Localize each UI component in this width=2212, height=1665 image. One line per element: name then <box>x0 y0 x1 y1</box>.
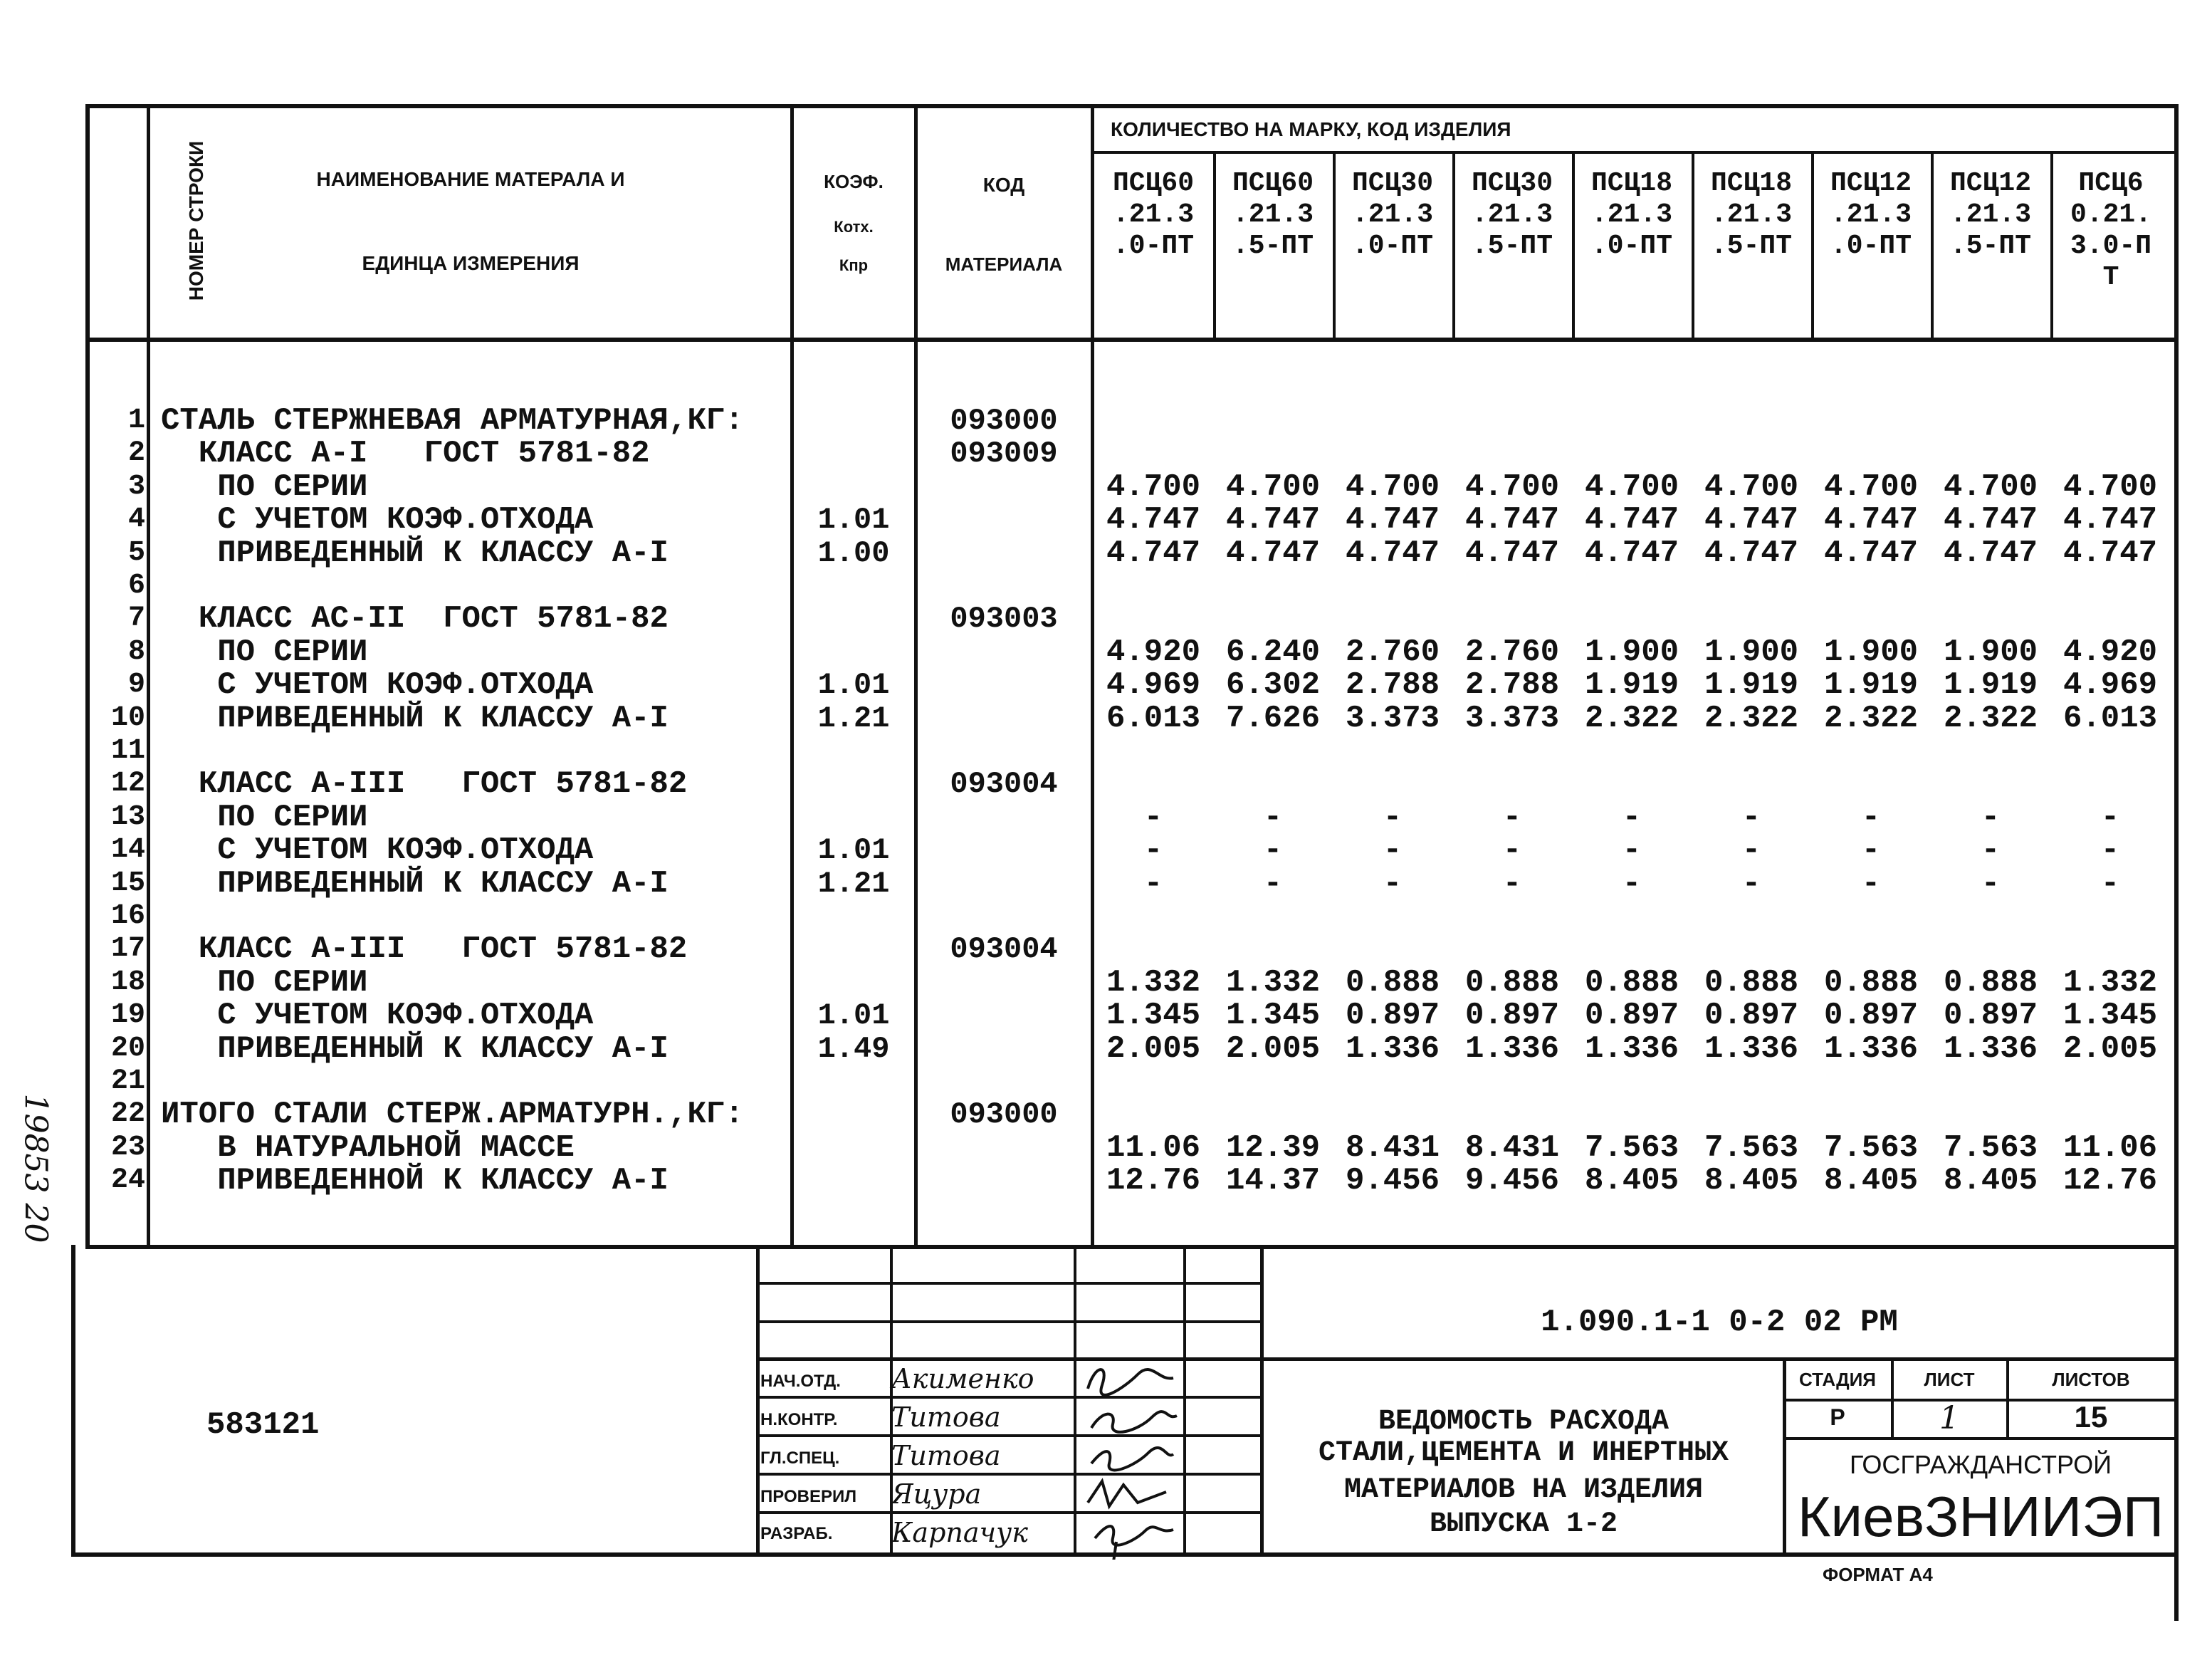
row-value: 2.005 <box>1225 1031 1321 1067</box>
row-value: - <box>1861 800 1881 835</box>
row-value: 0.897 <box>1704 998 1799 1033</box>
stage-label: СТАДИЯ <box>1798 1369 1876 1390</box>
row-value: 1.345 <box>1106 998 1201 1033</box>
row-value: - <box>1263 866 1283 902</box>
row-value: - <box>1383 866 1403 902</box>
signer-name: Яцура <box>891 1478 982 1510</box>
row-description: КЛАСС А-III ГОСТ 5781-82 <box>161 931 688 967</box>
name-header-line1: НАИМЕНОВАНИЕ МАТЕРАЛА И <box>316 168 625 190</box>
inventory-number: 583121 <box>206 1407 320 1443</box>
row-material-code: 093009 <box>950 437 1058 471</box>
product-col-header: ПСЦ30 .21.3 .5-ПТ <box>1471 168 1553 261</box>
row-value: 6.302 <box>1225 667 1321 703</box>
row-value: 1.336 <box>1704 1031 1799 1067</box>
row-material-code: 093000 <box>950 404 1058 438</box>
code-header-line1: КОД <box>982 174 1025 196</box>
row-value: 1.900 <box>1823 635 1919 670</box>
row-value: 4.700 <box>1704 469 1799 505</box>
organization-name: КиевЗНИИЭП <box>1797 1485 2164 1548</box>
row-coefficient: 1.49 <box>817 1032 890 1066</box>
row-value: 11.06 <box>2062 1130 2158 1166</box>
row-description: ПРИВЕДЕННЫЙ К КЛАССУ А-I <box>161 536 669 571</box>
row-number: 1 <box>127 404 145 437</box>
row-value: 4.747 <box>1345 536 1440 571</box>
row-description: С УЧЕТОМ КОЭФ.ОТХОДА <box>161 502 594 538</box>
product-col-header: ПСЦ30 .21.3 .0-ПТ <box>1351 168 1434 261</box>
row-value: 4.747 <box>1943 536 2038 571</box>
row-value: - <box>1143 800 1163 835</box>
col-rownum-line <box>147 104 150 1249</box>
row-value: 12.39 <box>1225 1130 1321 1166</box>
row-value: - <box>1383 832 1403 868</box>
row-value: 1.919 <box>1943 667 2038 703</box>
row-value: 4.700 <box>1584 469 1679 505</box>
row-number: 2 <box>127 437 145 469</box>
row-value: 0.888 <box>1943 965 2038 1001</box>
row-value: 4.747 <box>1225 536 1321 571</box>
coef-header-line1: КОЭФ. <box>824 171 884 192</box>
row-description: ПО СЕРИИ <box>161 469 368 505</box>
row-material-code: 093000 <box>950 1097 1058 1132</box>
row-value: 2.005 <box>2062 1031 2158 1067</box>
signer-name: Титова <box>891 1402 1001 1433</box>
row-value: 7.626 <box>1225 701 1321 736</box>
row-value: - <box>1502 800 1522 835</box>
row-value: 12.76 <box>2062 1163 2158 1199</box>
margin-handwritten-note: 19853 20 <box>17 1093 54 1243</box>
row-value: 4.700 <box>1106 469 1201 505</box>
row-value: 12.76 <box>1106 1163 1201 1199</box>
product-col-header: ПСЦ6 0.21. 3.0-П Т <box>2070 168 2152 293</box>
frame-right-line <box>2174 104 2179 1621</box>
row-number: 20 <box>110 1033 145 1065</box>
row-value: 2.788 <box>1464 667 1560 703</box>
tb-divider <box>1260 1245 1264 1555</box>
sheet-title-line1: ВЕДОМОСТЬ РАСХОДА <box>1378 1406 1670 1438</box>
organization-ministry: ГОСГРАЖДАНСТРОЙ <box>1849 1450 2112 1479</box>
row-value: 4.700 <box>1943 469 2038 505</box>
name-header-line2: ЕДИНЦА ИЗМЕРЕНИЯ <box>362 252 580 274</box>
row-value: 1.345 <box>1225 998 1321 1033</box>
signature-mark <box>1088 1481 1166 1506</box>
product-col-header: ПСЦ12 .21.3 .5-ПТ <box>1949 168 2032 261</box>
row-value: - <box>2100 866 2120 902</box>
row-value: 4.747 <box>2062 536 2158 571</box>
row-description: ПРИВЕДЕННЫЙ К КЛАССУ А-I <box>161 701 669 736</box>
coef-header-line2: Котх. <box>834 218 874 236</box>
row-material-code: 093004 <box>950 932 1058 966</box>
row-value: 4.747 <box>1225 502 1321 538</box>
row-number: 17 <box>110 933 145 965</box>
row-value: 4.920 <box>2062 635 2158 670</box>
row-value: 8.405 <box>1584 1163 1679 1199</box>
row-description: ПРИВЕДЕННЫЙ К КЛАССУ А-I <box>161 866 669 902</box>
row-value: 1.900 <box>1584 635 1679 670</box>
row-coefficient: 1.21 <box>817 701 890 736</box>
row-value: - <box>1741 866 1761 902</box>
col-coef-line <box>914 104 918 1249</box>
row-value: 1.332 <box>1225 965 1321 1001</box>
row-value: 7.563 <box>1584 1130 1679 1166</box>
row-coefficient: 1.01 <box>817 998 890 1033</box>
signature-mark <box>1091 1448 1173 1470</box>
row-value: 1.919 <box>1704 667 1799 703</box>
row-description: ПО СЕРИИ <box>161 965 368 1001</box>
row-value: 2.760 <box>1345 635 1440 670</box>
frame-top-line <box>85 104 2179 108</box>
row-value: 0.897 <box>1823 998 1919 1033</box>
product-col-header: ПСЦ18 .21.3 .5-ПТ <box>1710 168 1793 261</box>
row-description: В НАТУРАЛЬНОЙ МАССЕ <box>161 1130 575 1166</box>
sheet-title-line3: МАТЕРИАЛОВ НА ИЗДЕЛИЯ <box>1343 1474 1704 1506</box>
row-value: 2.005 <box>1106 1031 1201 1067</box>
signature-mark <box>1088 1369 1173 1395</box>
row-value: 0.888 <box>1704 965 1799 1001</box>
row-value: - <box>1263 832 1283 868</box>
row-value: 3.373 <box>1345 701 1440 736</box>
row-number: 14 <box>110 834 145 866</box>
row-value: - <box>1981 866 2001 902</box>
row-number: 8 <box>127 636 145 668</box>
signatures <box>1074 1360 1188 1560</box>
row-value: 4.700 <box>1823 469 1919 505</box>
row-value: 4.747 <box>1823 502 1919 538</box>
row-value: 6.013 <box>1106 701 1201 736</box>
row-value: 4.920 <box>1106 635 1201 670</box>
row-value: 2.788 <box>1345 667 1440 703</box>
product-col-header: ПСЦ60 .21.3 .0-ПТ <box>1112 168 1195 261</box>
row-value: 8.431 <box>1464 1130 1560 1166</box>
row-value: 1.900 <box>1943 635 2038 670</box>
row-value: 4.700 <box>2062 469 2158 505</box>
row-value: - <box>1622 832 1642 868</box>
row-value: 6.013 <box>2062 701 2158 736</box>
qty-header-title: КОЛИЧЕСТВО НА МАРКУ, КОД ИЗДЕЛИЯ <box>1111 118 1511 140</box>
tb-row-line <box>756 1357 2176 1361</box>
row-value: 11.06 <box>1106 1130 1201 1166</box>
row-number: 7 <box>127 602 145 635</box>
col-name-line <box>790 104 794 1249</box>
row-value: 0.897 <box>1584 998 1679 1033</box>
stage-value: Р <box>1830 1404 1845 1430</box>
row-value: - <box>1502 832 1522 868</box>
row-value: 0.897 <box>1345 998 1440 1033</box>
row-value: - <box>1861 866 1881 902</box>
row-number: 21 <box>110 1065 145 1097</box>
row-value: 1.919 <box>1584 667 1679 703</box>
row-value: - <box>1622 866 1642 902</box>
row-value: 7.563 <box>1943 1130 2038 1166</box>
row-value: - <box>1383 800 1403 835</box>
frame-left-lower <box>71 1245 75 1557</box>
row-value: - <box>1263 800 1283 835</box>
row-value: 2.760 <box>1464 635 1560 670</box>
row-description: ПРИВЕДЕННОЙ К КЛАССУ А-I <box>161 1163 669 1199</box>
row-description: С УЧЕТОМ КОЭФ.ОТХОДА <box>161 832 594 868</box>
row-value: 4.747 <box>2062 502 2158 538</box>
row-value: 7.563 <box>1704 1130 1799 1166</box>
row-description: ПО СЕРИИ <box>161 635 368 670</box>
row-number: 13 <box>110 801 145 833</box>
row-number: 19 <box>110 999 145 1031</box>
row-value: 2.322 <box>1823 701 1919 736</box>
row-value: 0.888 <box>1584 965 1679 1001</box>
row-description: ИТОГО СТАЛИ СТЕРЖ.АРМАТУРН.,КГ: <box>161 1097 744 1132</box>
row-value: 4.747 <box>1584 536 1679 571</box>
row-description: ПРИВЕДЕННЫЙ К КЛАССУ А-I <box>161 1031 669 1067</box>
row-number: 24 <box>110 1164 145 1196</box>
row-value: 4.969 <box>1106 667 1201 703</box>
signature-mark <box>1095 1526 1173 1560</box>
sheet-label: ЛИСТ <box>1924 1369 1975 1390</box>
row-number: 5 <box>127 537 145 569</box>
role-label: НАЧ.ОТД. <box>760 1372 841 1391</box>
row-value: 2.322 <box>1943 701 2038 736</box>
row-number: 4 <box>127 503 145 536</box>
row-value: - <box>1741 832 1761 868</box>
paper-format: ФОРМАТ А4 <box>1823 1564 1933 1585</box>
tb-row-line <box>756 1282 1262 1285</box>
row-value: 0.897 <box>1943 998 2038 1033</box>
row-value: 1.336 <box>1345 1031 1440 1067</box>
role-label: ПРОВЕРИЛ <box>760 1487 857 1506</box>
row-coefficient: 1.01 <box>817 668 890 702</box>
row-value: 1.336 <box>1584 1031 1679 1067</box>
tb-row-line <box>756 1320 1262 1323</box>
row-value: 7.563 <box>1823 1130 1919 1166</box>
sheet-title-line2: СТАЛИ,ЦЕМЕНТА И ИНЕРТНЫХ <box>1318 1437 1729 1469</box>
row-number: 6 <box>127 570 145 602</box>
row-coefficient: 1.01 <box>817 503 890 537</box>
row-value: 4.747 <box>1584 502 1679 538</box>
code-header-line2: МАТЕРИАЛА <box>945 254 1063 275</box>
row-material-code: 093003 <box>950 602 1058 636</box>
row-value: 4.747 <box>1704 502 1799 538</box>
row-number: 18 <box>110 966 145 998</box>
row-value: 8.431 <box>1345 1130 1440 1166</box>
row-number: 23 <box>110 1132 145 1164</box>
sheets-value: 15 <box>2074 1400 2108 1434</box>
signature-mark <box>1091 1411 1177 1432</box>
row-value: - <box>2100 800 2120 835</box>
row-value: 3.373 <box>1464 701 1560 736</box>
row-value: 4.747 <box>1704 536 1799 571</box>
product-col-header: ПСЦ18 .21.3 .0-ПТ <box>1590 168 1673 261</box>
row-value: 9.456 <box>1345 1163 1440 1199</box>
row-value: 4.747 <box>1345 502 1440 538</box>
signer-name: Акименко <box>891 1363 1034 1394</box>
row-value: 1.336 <box>1464 1031 1560 1067</box>
row-value: 14.37 <box>1225 1163 1321 1199</box>
row-value: 0.888 <box>1464 965 1560 1001</box>
row-description: КЛАСС А-I ГОСТ 5781-82 <box>161 436 650 471</box>
row-value: 1.900 <box>1704 635 1799 670</box>
product-col-header: ПСЦ12 .21.3 .0-ПТ <box>1830 168 1912 261</box>
row-value: 0.888 <box>1823 965 1919 1001</box>
row-value: 1.332 <box>1106 965 1201 1001</box>
row-value: 8.405 <box>1704 1163 1799 1199</box>
row-value: 0.888 <box>1345 965 1440 1001</box>
row-value: 1.345 <box>2062 998 2158 1033</box>
row-description: ПО СЕРИИ <box>161 800 368 835</box>
sheets-label: ЛИСТОВ <box>2052 1369 2130 1390</box>
product-col-header: ПСЦ60 .21.3 .5-ПТ <box>1232 168 1314 261</box>
row-value: 4.747 <box>1464 536 1560 571</box>
tb-divider <box>756 1245 760 1555</box>
row-value: - <box>1981 800 2001 835</box>
row-value: - <box>2100 832 2120 868</box>
row-number: 11 <box>110 735 145 767</box>
row-value: 4.747 <box>1464 502 1560 538</box>
row-description: С УЧЕТОМ КОЭФ.ОТХОДА <box>161 667 594 703</box>
row-value: 9.456 <box>1464 1163 1560 1199</box>
row-value: - <box>1502 866 1522 902</box>
row-coefficient: 1.01 <box>817 833 890 867</box>
row-material-code: 093004 <box>950 767 1058 801</box>
row-value: - <box>1143 832 1163 868</box>
row-coefficient: 1.21 <box>817 867 890 901</box>
row-value: 4.700 <box>1345 469 1440 505</box>
row-value: 8.405 <box>1943 1163 2038 1199</box>
row-value: - <box>1143 866 1163 902</box>
row-value: 4.700 <box>1225 469 1321 505</box>
row-value: 4.700 <box>1464 469 1560 505</box>
row-value: - <box>1981 832 2001 868</box>
table-bottom-line <box>85 1245 2179 1249</box>
row-number: 9 <box>127 669 145 701</box>
header-bottom-line <box>85 338 2179 342</box>
row-number: 12 <box>110 768 145 800</box>
row-value: - <box>1741 800 1761 835</box>
row-value: 4.969 <box>2062 667 2158 703</box>
row-value: 4.747 <box>1106 502 1201 538</box>
sheet-title-line4: ВЫПУСКА 1-2 <box>1429 1508 1618 1540</box>
row-value: 2.322 <box>1584 701 1679 736</box>
coef-header-line3: Кпр <box>839 256 869 274</box>
document-code: 1.090.1-1 0-2 02 РМ <box>1541 1305 1898 1340</box>
role-label: ГЛ.СПЕЦ. <box>760 1449 840 1468</box>
row-coefficient: 1.00 <box>817 536 890 570</box>
row-description: КЛАСС АС-II ГОСТ 5781-82 <box>161 601 669 637</box>
row-number: 10 <box>110 702 145 734</box>
row-value: 6.240 <box>1225 635 1321 670</box>
role-label: РАЗРАБ. <box>760 1524 833 1543</box>
row-value: - <box>1622 800 1642 835</box>
row-number: 22 <box>110 1098 145 1130</box>
row-description: С УЧЕТОМ КОЭФ.ОТХОДА <box>161 998 594 1033</box>
qty-title-line <box>1092 151 2179 154</box>
tb-stage-line <box>1783 1437 2176 1440</box>
row-value: 0.897 <box>1464 998 1560 1033</box>
row-number-header: НОМЕР СТРОКИ <box>185 140 207 301</box>
signer-name: Карпачук <box>891 1517 1028 1548</box>
row-value: 1.336 <box>1943 1031 2038 1067</box>
row-value: 1.332 <box>2062 965 2158 1001</box>
row-value: 2.322 <box>1704 701 1799 736</box>
row-value: 4.747 <box>1823 536 1919 571</box>
row-value: - <box>1861 832 1881 868</box>
row-description: КЛАСС А-III ГОСТ 5781-82 <box>161 766 688 802</box>
row-value: 4.747 <box>1943 502 2038 538</box>
row-value: 1.919 <box>1823 667 1919 703</box>
row-value: 4.747 <box>1106 536 1201 571</box>
sheet-value: 1 <box>1939 1400 1959 1436</box>
row-number: 16 <box>110 900 145 932</box>
row-description: СТАЛЬ СТЕРЖНЕВАЯ АРМАТУРНАЯ,КГ: <box>161 403 744 439</box>
role-label: Н.КОНТР. <box>760 1410 838 1429</box>
row-value: 8.405 <box>1823 1163 1919 1199</box>
row-value: 1.336 <box>1823 1031 1919 1067</box>
row-number: 15 <box>110 867 145 899</box>
signer-name: Титова <box>891 1440 1001 1471</box>
row-number: 3 <box>127 471 145 503</box>
